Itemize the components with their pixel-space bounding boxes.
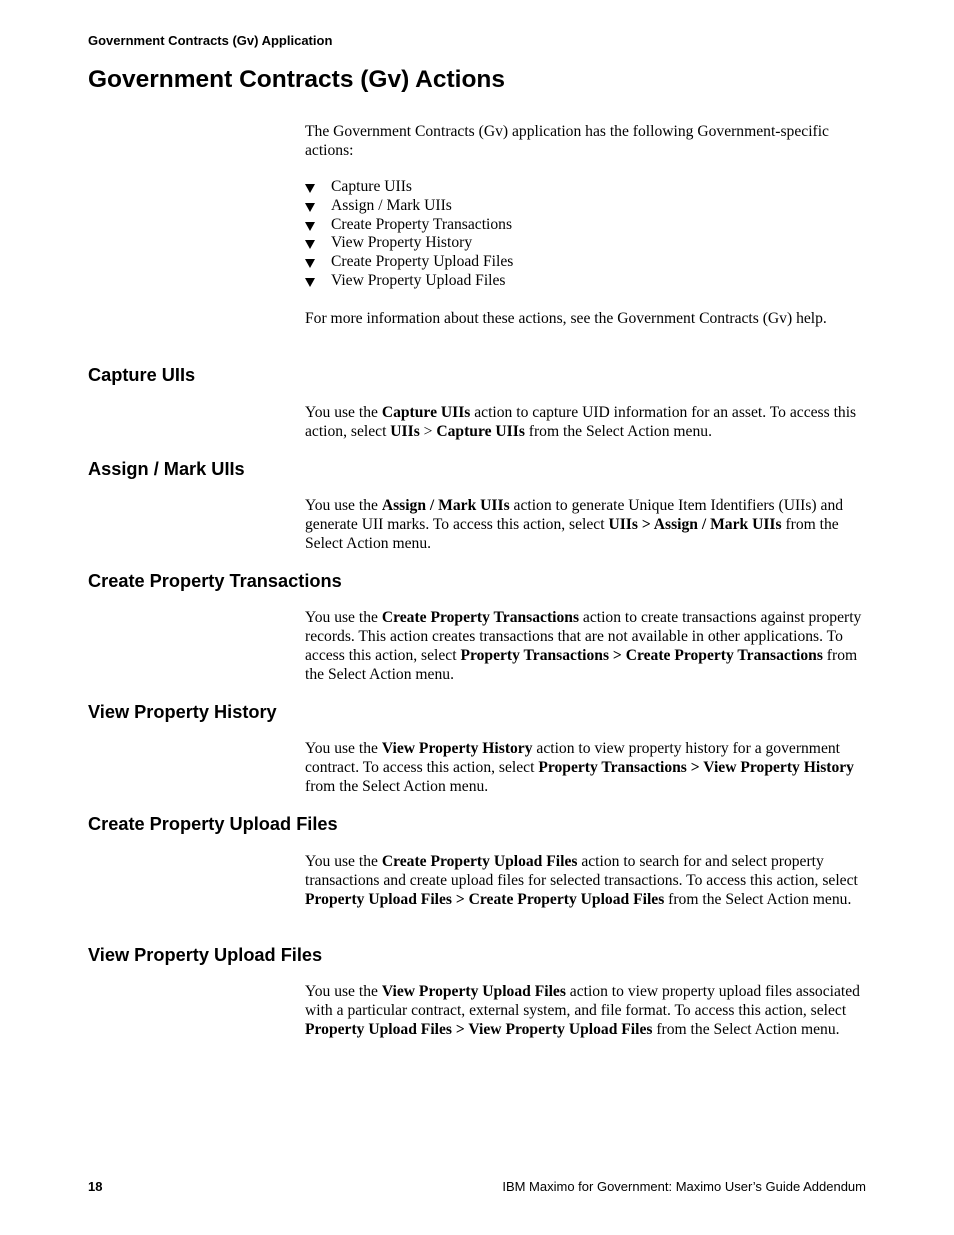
text-run: from the Select Action menu.: [305, 516, 839, 552]
text-run: from the Select Action menu.: [305, 647, 858, 683]
list-item: View Property Upload Files: [305, 272, 867, 291]
text-run: >: [419, 423, 437, 440]
triangle-bullet-icon: [305, 222, 315, 231]
section-paragraph: [305, 496, 867, 553]
list-item: Create Property Transactions: [305, 216, 867, 235]
bold-term: Assign / Mark UIIs: [381, 497, 510, 514]
more-info-text: For more information about these actions, see the Government Contracts (Gv) help.: [305, 309, 827, 327]
list-item: View Property History: [305, 234, 867, 253]
bold-term: Property Transactions > View Property History: [538, 759, 854, 776]
section-paragraph: [305, 852, 867, 909]
footer-book-title: IBM Maximo for Government: Maximo User’s Guide Addendum: [502, 1179, 866, 1194]
text-run: You use the: [305, 609, 382, 626]
section-body-capture-uiis: [305, 403, 867, 441]
bold-term: Property Upload Files > View Property Upload Files: [305, 1021, 653, 1038]
page-title: Government Contracts (Gv) Actions: [88, 66, 506, 93]
section-body-create-property-upload-files: [305, 852, 867, 909]
bold-term: Property Upload Files > Create Property Upload Files: [305, 891, 665, 908]
triangle-bullet-icon: [305, 203, 315, 212]
bold-term: Create Property Transactions: [381, 609, 580, 626]
running-header: Government Contracts (Gv) Application: [88, 33, 333, 48]
page-number: 18: [88, 1179, 103, 1194]
section-heading-capture-uiis: Capture UIIs: [88, 365, 196, 385]
bold-term: View Property History: [381, 740, 533, 757]
list-item: Capture UIIs: [305, 178, 867, 197]
text-run: from the Select Action menu.: [305, 778, 489, 795]
text-run: You use the: [305, 853, 382, 870]
text-run: action to generate Unique Item Identifiers (UIIs) and generate UII marks. To access this action, select: [305, 497, 844, 533]
text-run: You use the: [305, 404, 382, 421]
text-run: action to view property upload files associated with a particular contract, external system, and file format. To access this action, select: [305, 983, 860, 1019]
section-heading-create-property-upload-files: Create Property Upload Files: [88, 814, 338, 834]
bold-term: Create Property Upload Files: [381, 853, 578, 870]
section-body-assign-mark-uiis: [305, 496, 867, 553]
section-paragraph: [305, 608, 867, 684]
text-run: action to view property history for a government contract. To access this action, select: [305, 740, 840, 776]
section-paragraph: [305, 982, 867, 1039]
intro-text: The Government Contracts (Gv) application has the following Government-specific actions:: [305, 123, 829, 159]
bold-term: Capture UIIs: [436, 423, 525, 440]
bold-term: UIIs > Assign / Mark UIIs: [608, 516, 782, 533]
bold-term: Property Transactions > Create Property Transactions: [460, 647, 823, 664]
section-heading-view-property-upload-files: View Property Upload Files: [88, 945, 323, 965]
text-run: action to capture UID information for an asset. To access this action, select: [305, 404, 857, 440]
list-item: Assign / Mark UIIs: [305, 197, 867, 216]
action-list: [305, 178, 867, 291]
text-run: action to search for and select property transactions and create upload files for selected transactions. To access this action, select: [305, 853, 858, 889]
list-item: Create Property Upload Files: [305, 253, 867, 272]
bold-term: Capture UIIs: [381, 404, 471, 421]
section-paragraph: [305, 403, 867, 441]
section-body-create-property-transactions: [305, 608, 867, 684]
intro-block: [305, 122, 867, 328]
text-run: from the Select Action menu.: [652, 1021, 840, 1038]
text-run: from the Select Action menu.: [664, 891, 852, 908]
triangle-bullet-icon: [305, 259, 315, 268]
text-run: You use the: [305, 740, 382, 757]
section-heading-create-property-transactions: Create Property Transactions: [88, 571, 342, 591]
bold-term: View Property Upload Files: [381, 983, 566, 1000]
text-run: You use the: [305, 983, 382, 1000]
section-body-view-property-upload-files: [305, 982, 867, 1039]
text-run: action to create transactions against property records. This action creates transactions that are not available in other applications. To access this action, select: [305, 609, 862, 664]
text-run: from the Select Action menu.: [524, 423, 712, 440]
bold-term: UIIs: [390, 423, 420, 440]
section-heading-view-property-history: View Property History: [88, 702, 277, 722]
section-body-view-property-history: [305, 739, 867, 796]
triangle-bullet-icon: [305, 184, 315, 193]
section-paragraph: [305, 739, 867, 796]
triangle-bullet-icon: [305, 278, 315, 287]
section-heading-assign-mark-uiis: Assign / Mark UIIs: [88, 459, 245, 479]
triangle-bullet-icon: [305, 240, 315, 249]
text-run: You use the: [305, 497, 382, 514]
